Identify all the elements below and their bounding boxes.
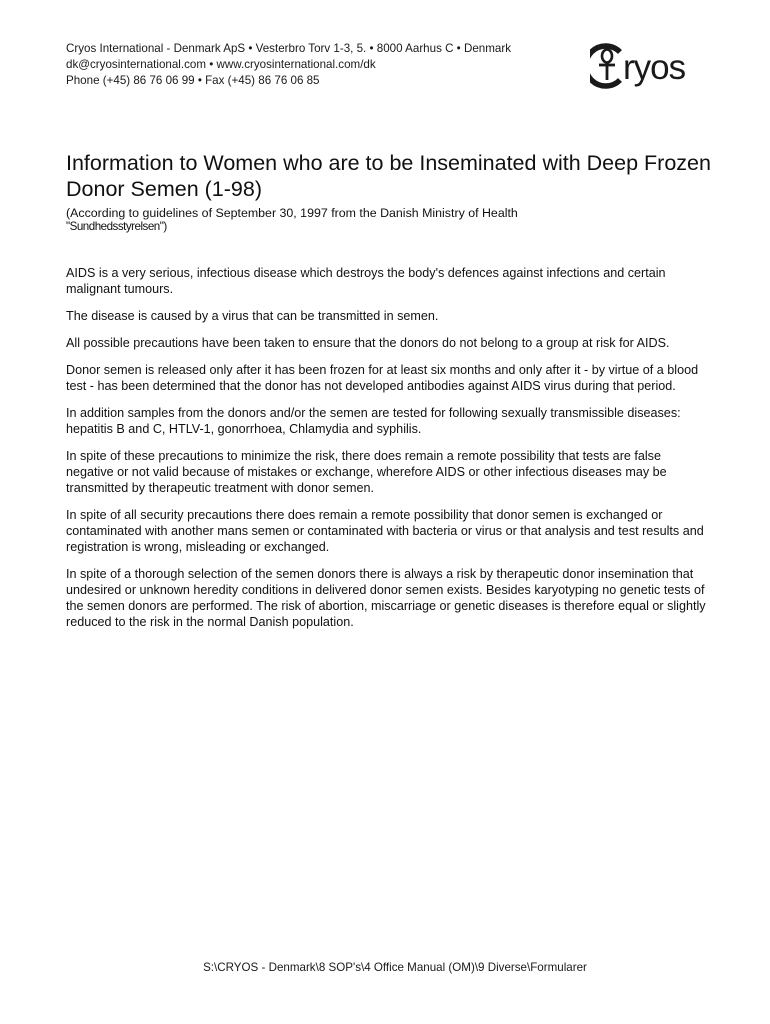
body-text [66,265,706,641]
page-title: Information to Women who are to be Inseminated with Deep Frozen Donor Semen (1-98) [66,151,711,201]
paragraph: The disease is caused by a virus that can be transmitted in semen. [66,309,439,323]
footer-path-text: S:\CRYOS - Denmark\8 SOP's\4 Office Manual (OM)\9 Diverse\Formularer [203,961,587,974]
company-address: Cryos International - Denmark ApS • Vesterbro Torv 1-3, 5. • 8000 Aarhus C • Denmark [66,42,511,55]
letterhead [66,41,566,89]
title-section [66,150,716,234]
subtitle-line-2: "Sundhedsstyrelsen") [66,220,167,233]
paragraph: All possible precautions have been taken to ensure that the donors do not belong to a group at risk for AIDS. [66,336,670,350]
cryos-logo [590,40,724,92]
logo-wordmark: ryos [623,48,686,87]
company-phone: Phone (+45) 86 76 06 99 • Fax (+45) 86 76 06 85 [66,74,320,87]
paragraph: In addition samples from the donors and/or the semen are tested for following sexually transmissible diseases: hepatitis B and C, HTLV-1, gonorrhoea, Chlamydia and syphilis. [66,406,681,436]
paragraph: Donor semen is released only after it has been frozen for at least six months and only after it - by virtue of a blood test - has been determined that the donor has not developed antibodies against AIDS virus during that period. [66,363,699,393]
paragraph: In spite of all security precautions there does remain a remote possibility that donor semen is exchanged or contaminated with another mans semen or contaminated with bacteria or virus or that analysis and test results and registration is wrong, misleading or exchanged. [66,508,704,554]
paragraph: In spite of these precautions to minimize the risk, there does remain a remote possibility that tests are false negative or not valid because of mistakes or exchange, wherefore AIDS or other infectious diseases may be transmitted by therapeutic treatment with donor semen. [66,449,667,495]
ankh-icon [590,46,620,86]
paragraph: In spite of a thorough selection of the semen donors there is always a risk by therapeutic donor insemination that undesired or unknown heredity conditions in delivered donor semen exists. Besides karyotyping no genetic tests of the semen donors are performed. The risk of abortion, miscarriage or genetic diseases is therefore equal or slightly reduced to the risk in the normal Danish population. [66,567,706,629]
paragraph: AIDS is a very serious, infectious disease which destroys the body's defences against infections and certain malignant tumours. [66,266,666,296]
company-contact: dk@cryosinternational.com • www.cryosinternational.com/dk [66,58,376,71]
subtitle-line-1: (According to guidelines of September 30, 1997 from the Danish Ministry of Health [66,206,518,220]
footer-file-path [0,961,770,975]
page-subtitle [66,206,716,234]
